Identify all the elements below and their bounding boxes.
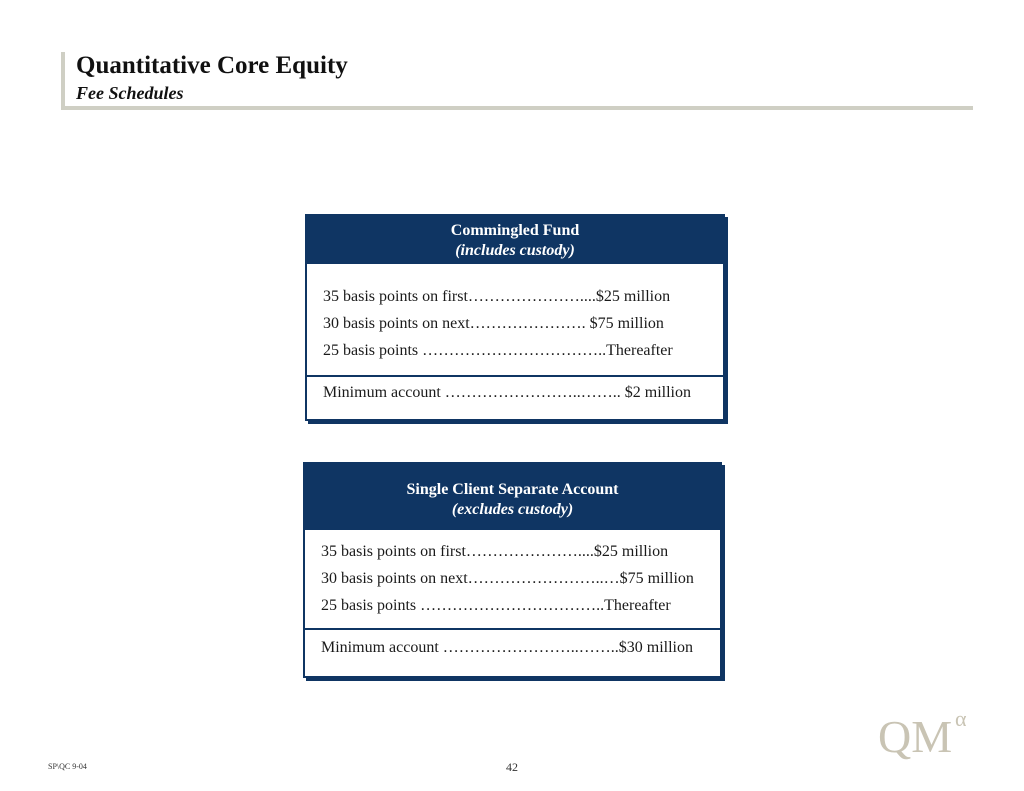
separate-account-title: Single Client Separate Account [406,481,619,498]
page-number: 42 [506,760,518,774]
minimum-account-row: Minimum account ……………………..…….. $2 million [323,384,691,401]
document-code: SP\QC 9-04 [48,762,87,771]
qm-logo-icon [878,708,973,762]
fee-row: 35 basis points on first…………………....$25 million [321,543,669,560]
commingled-fund-panel [305,214,725,421]
commingled-fund-header [307,216,723,264]
commingled-fund-title: Commingled Fund [450,222,580,239]
panel-divider [305,628,720,630]
fee-row: 25 basis points ……………………………..Thereafter [323,342,673,359]
logo-alpha: α [955,708,967,731]
separate-account-subtitle: (excludes custody) [451,501,574,518]
fee-row: 30 basis points on next…………………. $75 million [323,315,664,332]
separate-account-panel [303,462,722,678]
panel-divider [307,375,723,377]
minimum-account-row: Minimum account ……………………..……..$30 million [321,639,693,656]
fee-row: 30 basis points on next……………………..…$75 million [321,570,694,587]
logo-text: QM [878,711,953,762]
fee-row: 25 basis points ……………………………..Thereafter [321,597,671,614]
separate-account-header [305,464,720,530]
page-title: Quantitative Core Equity [76,52,348,79]
page-subtitle: Fee Schedules [76,83,184,103]
fee-row: 35 basis points on first…………………....$25 million [323,288,671,305]
page-header [61,52,973,110]
commingled-fund-subtitle: (includes custody) [455,242,575,259]
